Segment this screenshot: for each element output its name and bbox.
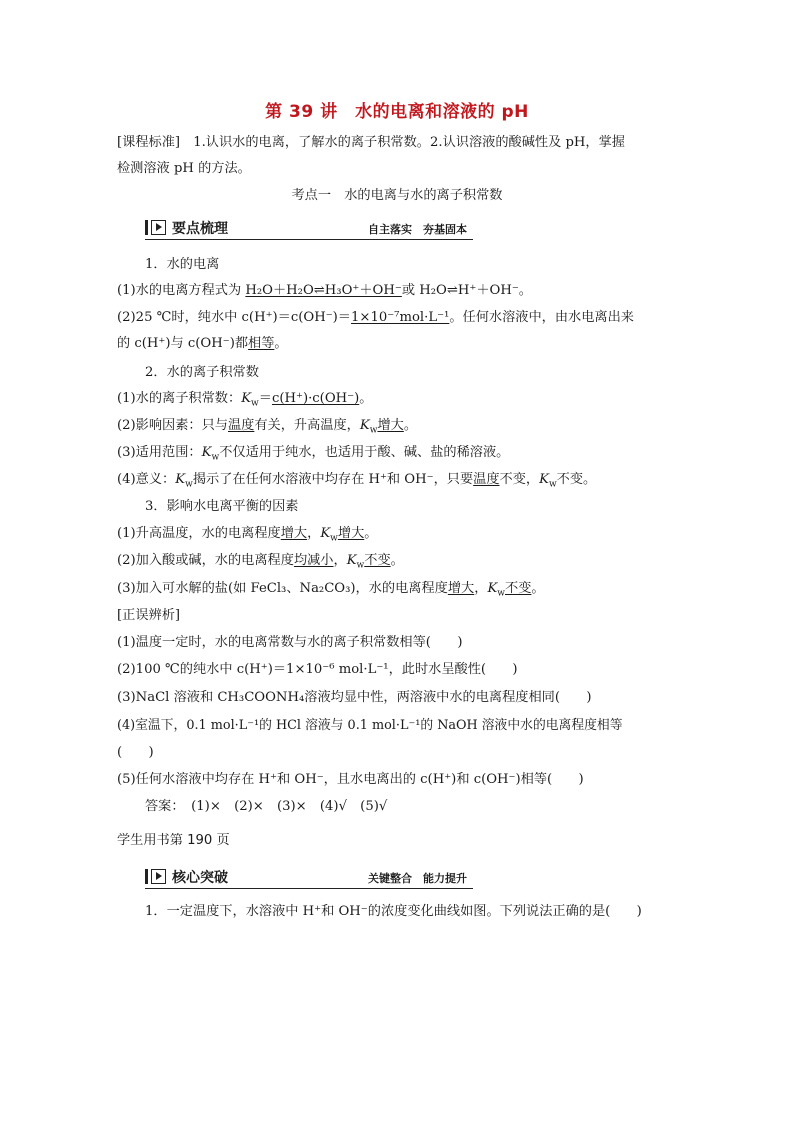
correction-item-3: (3)NaCl 溶液和 CH₃COONH₄溶液均显中性，两溶液中水的电离程度相同( )	[117, 690, 592, 705]
heading-equilibrium-factors: 3．影响水电离平衡的因素	[145, 499, 299, 514]
correction-item-5: (5)任何水溶液中均存在 H⁺和 OH⁻，且水电离出的 c(H⁺)和 c(OH⁻)相等( )	[117, 772, 584, 787]
line-ionization-equation: (1)水的电离方程式为 H₂O＋H₂O⇌H₃O⁺＋OH⁻或 H₂O⇌H⁺＋OH⁻。	[117, 283, 532, 298]
course-standard-line1: [课程标准] 1.认识水的电离，了解水的离子积常数。2.认识溶液的酸碱性及 pH，掌握	[117, 135, 625, 150]
answer-blank: 增大	[447, 581, 475, 596]
section-title: 核心突破	[172, 870, 228, 886]
correction-item-1: (1)温度一定时，水的电离常数与水的离子积常数相等( )	[117, 635, 463, 650]
correction-heading: [正误辨析]	[117, 608, 181, 623]
book-page-reference: 学生用书第 190 页	[117, 833, 230, 848]
line-kw-definition: (1)水的离子积常数：$K_w=c(H^+)\cdot c(OH^-)$。	[117, 391, 373, 409]
line-kw-factors: (2)影响因素：只与温度有关，升高温度，$K_w$增大。	[117, 418, 418, 436]
answer-blank: 温度	[228, 418, 255, 433]
kaodian-heading: 考点一 水的电离与水的离子积常数	[291, 188, 503, 203]
heading-water-ionization: 1．水的电离	[145, 257, 220, 272]
section-tag: 关键整合 能力提升	[368, 872, 467, 885]
answer-blank: 增大	[377, 418, 404, 433]
answer-blank: 1×10⁻⁷mol·L⁻¹	[351, 310, 450, 325]
answer-blank: 增大	[280, 526, 308, 541]
line-kw-scope: (3)适用范围：$K_w$不仅适用于纯水，也适用于酸、碱、盐的稀溶液。	[117, 445, 510, 463]
answer-blank: 不变	[364, 553, 391, 568]
line-equal-concentration: 的 c(H⁺)与 c(OH⁻)都相等。	[117, 336, 288, 351]
lesson-title: 第 39 讲 水的电离和溶液的 pH	[265, 102, 529, 122]
line-25c-pure-water: (2)25 ℃时，纯水中 c(H⁺)＝c(OH⁻)＝1×10⁻⁷mol·L⁻¹。任何水溶液中，由水电离出来	[117, 310, 634, 325]
answer-blank: H₂O＋H₂O⇌H₃O⁺＋OH⁻	[245, 283, 402, 298]
line-kw-meaning: (4)意义：$K_w$揭示了在任何水溶液中均存在 H⁺和 OH⁻，只要温度不变，$K_w$不变。	[117, 472, 597, 490]
course-standard-line2: 检测溶液 pH 的方法。	[117, 161, 251, 176]
question-1: 1．一定温度下，水溶液中 H⁺和 OH⁻的浓度变化曲线如图。下列说法正确的是( )	[145, 904, 642, 919]
play-triangle-icon	[151, 220, 166, 235]
answer-blank: 温度	[473, 472, 500, 487]
section-title: 要点梳理	[172, 221, 228, 237]
line-add-acid-base: (2)加入酸或碱，水的电离程度均减小，$K_w$不变。	[117, 553, 404, 571]
heading-ion-product: 2．水的离子积常数	[145, 365, 259, 380]
line-raise-temperature: (1)升高温度，水的电离程度增大，$K_w$增大。	[117, 526, 378, 544]
answer-blank: 均减小	[293, 553, 334, 568]
correction-item-2: (2)100 ℃的纯水中 c(H⁺)＝1×10⁻⁶ mol·L⁻¹，此时水呈酸性( )	[117, 662, 518, 677]
section-core-breakthrough	[145, 866, 473, 889]
section-tag: 自主落实 夯基固本	[368, 223, 467, 236]
section-bar	[145, 220, 148, 235]
answer-line: 答案： (1)× (2)× (3)× (4)√ (5)√	[145, 799, 388, 814]
section-key-points	[145, 217, 473, 240]
answer-blank: 增大	[337, 526, 365, 541]
answer-blank: c(H⁺)·c(OH⁻)	[271, 391, 360, 406]
correction-item-4: (4)室温下，0.1 mol·L⁻¹的 HCl 溶液与 0.1 mol·L⁻¹的 NaOH 溶液中水的电离程度相等	[117, 718, 623, 733]
correction-item-4-bracket: ( )	[117, 745, 154, 760]
answer-blank: 相等	[248, 336, 275, 351]
answer-blank: 不变	[505, 581, 532, 596]
line-hydrolysable-salt: (3)加入可水解的盐(如 FeCl₃、Na₂CO₃)，水的电离程度增大，$K_w$不变。	[117, 581, 545, 599]
section-bar	[145, 869, 148, 884]
play-triangle-icon	[151, 869, 166, 884]
